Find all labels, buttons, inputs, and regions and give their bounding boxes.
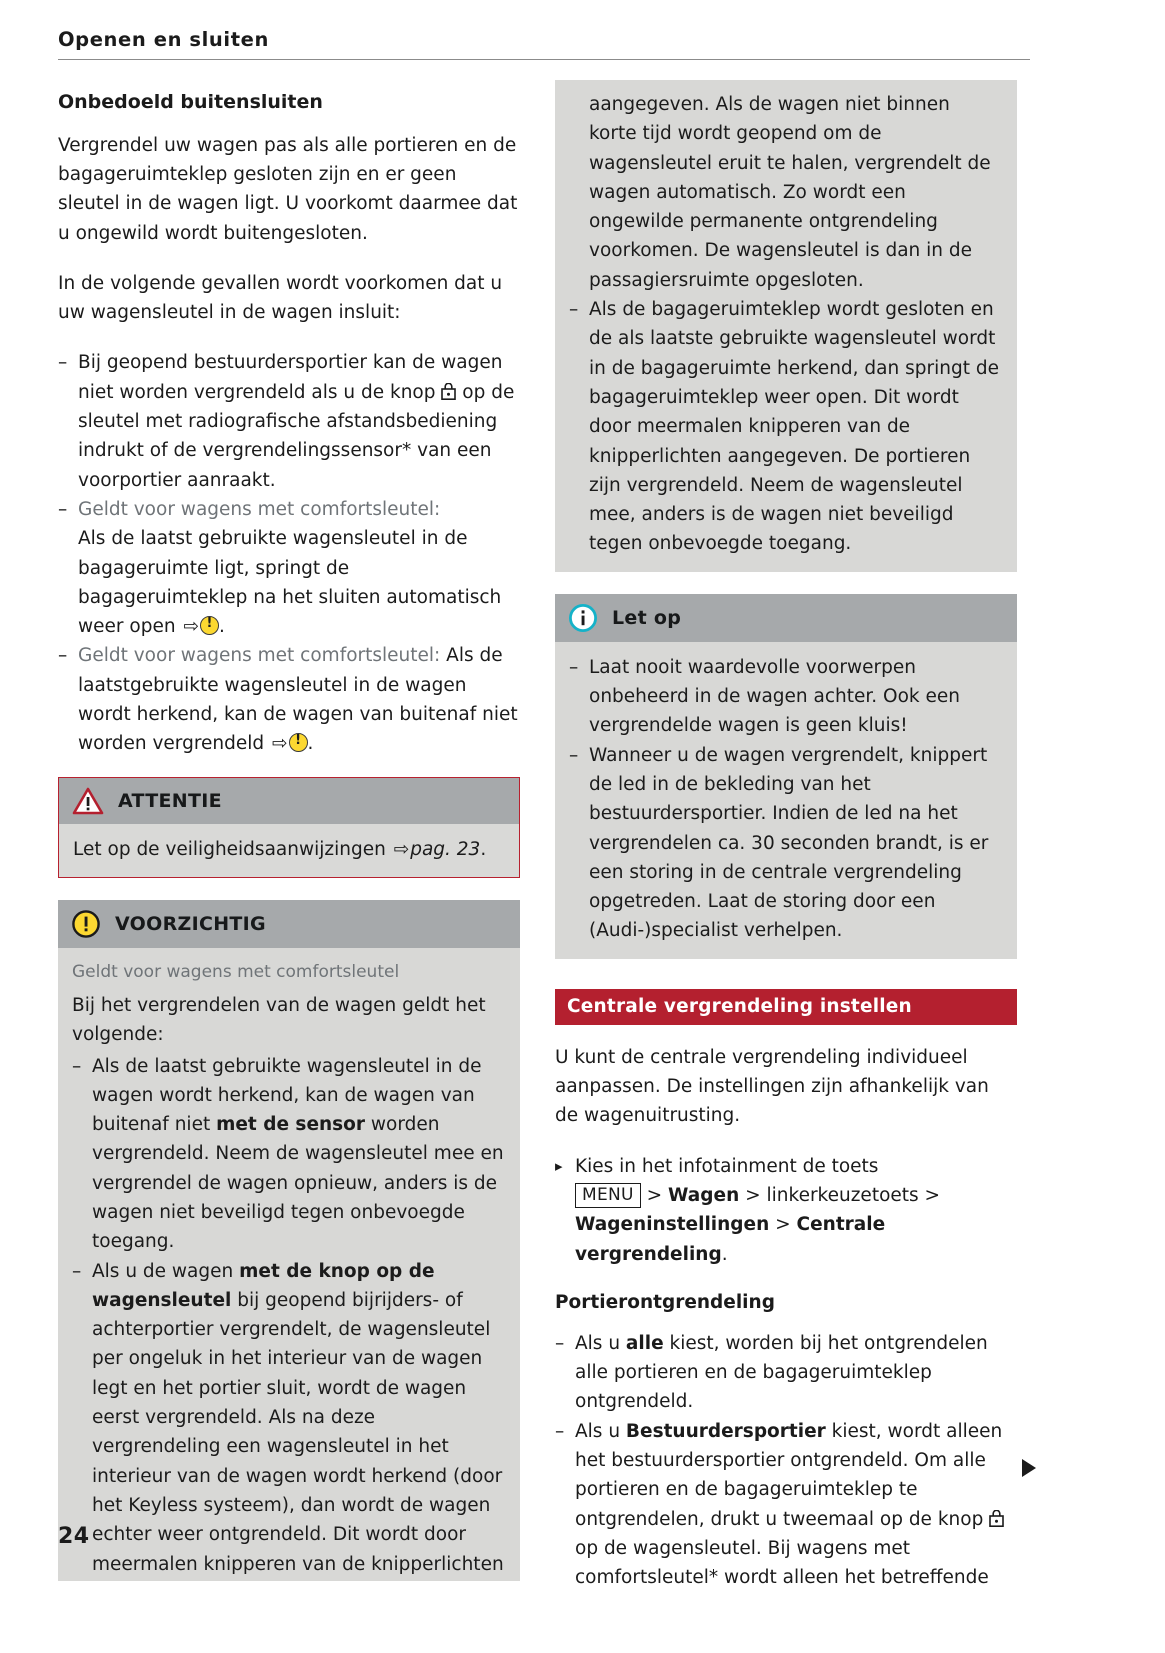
letop-callout-title: Let op bbox=[612, 606, 682, 629]
bullet-tail: . bbox=[218, 616, 225, 638]
voorzichtig-continued-list bbox=[569, 295, 1003, 559]
list-item: – Laat nooit waardevolle voorwerpen onbeheerd in de wagen achter. Ook een vergrendelde wagen is geen kluis! bbox=[569, 653, 1003, 741]
menu-sep: > bbox=[640, 1184, 669, 1206]
bullet-bold-term: Bestuurdersportier bbox=[625, 1420, 826, 1442]
bullet-text-post: op de sleutel met radiografische afstandsbediening indrukt of de vergrendelingssensor* van een voorportier aanraakt. bbox=[78, 381, 515, 491]
voorzichtig-callout-header bbox=[58, 900, 520, 948]
voorzichtig-list bbox=[72, 1052, 506, 1579]
voorzichtig-callout-continued bbox=[555, 80, 1017, 572]
list-item: – Als de bagageruimteklep wordt gesloten en de als laatste gebruikte wagensleutel wordt in de bagageruimte herkend, dan springt de bagageruimteklep weer open. Dit wordt door meermalen knipperen van de knipperlichten aangegeven. De portieren zijn vergrendeld. Neem de wagensleutel mee, anders is de wagen niet beveiligd tegen onbevoegde toegang. bbox=[569, 295, 1003, 559]
attentie-text-tail: . bbox=[480, 838, 487, 860]
circle-exclamation-icon bbox=[71, 909, 101, 939]
running-header bbox=[58, 28, 1030, 60]
page-cross-reference: pag. 23 bbox=[410, 838, 481, 860]
bullet-seg-2: bij geopend bijrijders- of achterportier vergrendelt, de wagensleutel per ongeluk in het interieur van de wagen legt en het portier sluit, wordt de wagen eerst vergrendeld. Als na deze vergrendeling een wagensleutel in het interieur van de wagen wordt herkend (door het Keyless systeem), dan wordt de wagen echter weer ontgrendeld. Dit wordt door meermalen knipperen van de knipperlichten bbox=[92, 1289, 504, 1575]
voorzichtig-intro: Bij het vergrendelen van de wagen geldt het volgende: bbox=[72, 994, 486, 1046]
applicability-note: Geldt voor wagens met comfortsleutel: bbox=[78, 645, 441, 667]
menu-path-step-list bbox=[555, 1152, 1017, 1269]
list-item: – Wanneer u de wagen vergrendelt, knippert de led in de bekleding van het bestuurdersportier. Indien de led na het vergrendelen ca. 30 seconden brandt, is er een storing in de centrale vergrendeling opgetreden. Laat de storing door een (Audi-)specialist verhelpen. bbox=[569, 741, 1003, 946]
letop-callout-body bbox=[555, 642, 1017, 959]
menu-sep: > bbox=[739, 1184, 767, 1206]
bullet-text: Als de laatst gebruikte wagensleutel in de bagageruimte ligt, springt de bagageruimteklep na het sluiten automatisch weer open bbox=[78, 528, 502, 638]
bullet-text-pre: Bij geopend bestuurdersportier kan de wagen niet worden vergrendeld als u de knop bbox=[78, 352, 503, 403]
letop-callout-header bbox=[555, 594, 1017, 642]
cross-reference-arrow-icon: ⇨ bbox=[393, 838, 410, 860]
letop-list bbox=[569, 653, 1003, 946]
portierontgrendeling-list bbox=[555, 1329, 1017, 1593]
list-item bbox=[555, 1417, 1017, 1593]
bullet-seg-1: Als u bbox=[575, 1332, 626, 1354]
bullet-bold-term: met de sensor bbox=[216, 1114, 366, 1136]
list-item bbox=[555, 1152, 1017, 1269]
list-item bbox=[72, 1257, 506, 1579]
bullet-seg-2: worden vergrendeld. Neem de wagensleutel mee en vergrendel de wagen opnieuw, anders is de wagen niet beveiligd tegen onbevoegde toegang. bbox=[92, 1114, 504, 1253]
menu-key-button[interactable]: MENU bbox=[575, 1183, 641, 1208]
list-item bbox=[555, 1329, 1017, 1417]
running-header-title: Openen en sluiten bbox=[58, 28, 269, 51]
bullet-seg-1: Als de laatst gebruikte wagensleutel in de wagen wordt herkend, kan de wagen van buitenaf niet bbox=[92, 1055, 482, 1136]
info-icon bbox=[568, 603, 598, 633]
applicability-note: Geldt voor wagens met comfortsleutel bbox=[72, 961, 400, 982]
section-intro-paragraph: U kunt de centrale vergrendeling individueel aanpassen. De instellingen zijn afhankelijk van de wagenuitrusting. bbox=[555, 1046, 989, 1127]
lock-icon bbox=[989, 1507, 1004, 1524]
subsection-heading: Portierontgrendeling bbox=[555, 1291, 775, 1313]
conditions-list bbox=[58, 348, 520, 758]
left-column bbox=[58, 80, 520, 1603]
menu-crumb-wageninstellingen: Wageninstellingen bbox=[575, 1214, 770, 1236]
section-heading: Onbedoeld buitensluiten bbox=[58, 91, 323, 113]
bullet-text: Als de laatstgebruikte wagensleutel in de wagen wordt herkend, kan de wagen van buitenaf niet worden vergrendeld bbox=[78, 645, 518, 755]
page-number: 24 bbox=[58, 1524, 90, 1549]
voorzichtig-callout bbox=[58, 900, 520, 1581]
menu-sep: > bbox=[918, 1184, 941, 1206]
bullet-seg-2: kiest, worden bij het ontgrendelen alle portieren en de bagageruimteklep ontgrendeld. bbox=[575, 1332, 988, 1413]
list-item bbox=[72, 1052, 506, 1257]
menu-plain-linkerkeuzetoets: linkerkeuzetoets bbox=[766, 1184, 919, 1206]
bullet-seg-2: kiest, wordt alleen het bestuurdersportier ontgrendeld. Om alle portieren en de bagageruimteklep te ontgrendelen, drukt u tweemaal op de knop bbox=[575, 1420, 1003, 1530]
cross-reference-arrow-icon: ⇨ bbox=[272, 733, 288, 755]
bullet-seg-3: op de wagensleutel. Bij wagens met comfortsleutel* wordt alleen het betreffende bbox=[575, 1537, 989, 1589]
letop-callout bbox=[555, 594, 1017, 959]
attentie-callout bbox=[58, 777, 520, 878]
intro-paragraph-2: In de volgende gevallen wordt voorkomen dat u uw wagensleutel in de wagen insluit: bbox=[58, 272, 503, 324]
menu-tail: . bbox=[721, 1243, 728, 1265]
attentie-callout-body bbox=[59, 824, 519, 877]
voorzichtig-callout-body bbox=[58, 948, 520, 1581]
continued-paragraph: aangegeven. Als de wagen niet binnen korte tijd wordt geopend om de wagensleutel eruit te halen, vergrendelt de wagen automatisch. Zo wordt een ongewilde permanente ontgrendeling voorkomen. De wagensleutel is dan in de passagiersruimte opgesloten. bbox=[589, 94, 991, 291]
menu-step-lead: Kies in het infotainment de toets bbox=[575, 1155, 879, 1177]
continuation-triangle-icon bbox=[1022, 1459, 1036, 1477]
voorzichtig-callout-continued-body bbox=[555, 80, 1017, 572]
red-section-header: Centrale vergrendeling instellen bbox=[555, 989, 1017, 1025]
attentie-callout-title: ATTENTIE bbox=[118, 789, 222, 812]
bullet-bold-term: alle bbox=[625, 1332, 664, 1354]
intro-paragraph-1: Vergrendel uw wagen pas als alle portieren en de bagageruimteklep gesloten zijn en er geen sleutel in de wagen ligt. U voorkomt daarmee dat u ongewild wordt buitengesloten. bbox=[58, 134, 518, 244]
voorzichtig-callout-title: VOORZICHTIG bbox=[115, 912, 266, 935]
triangle-warning-icon bbox=[72, 787, 104, 815]
attentie-callout-header bbox=[59, 778, 519, 824]
menu-sep: > bbox=[769, 1214, 797, 1236]
list-item bbox=[58, 348, 520, 494]
bullet-tail: . bbox=[307, 733, 314, 755]
yellow-warning-icon bbox=[200, 616, 219, 635]
right-column bbox=[555, 80, 1017, 1593]
lock-icon bbox=[441, 380, 456, 397]
running-header-rule bbox=[58, 59, 1030, 60]
attentie-text: Let op de veiligheidsaanwijzingen bbox=[73, 838, 392, 860]
menu-crumb-wagen: Wagen bbox=[668, 1184, 740, 1206]
cross-reference-arrow-icon: ⇨ bbox=[183, 616, 199, 638]
list-item bbox=[58, 495, 520, 641]
yellow-warning-icon bbox=[289, 733, 308, 752]
bullet-bold-term: met de knop op de wagensleutel bbox=[92, 1260, 435, 1311]
list-item bbox=[58, 641, 520, 758]
menu-crumb-centrale-vergrendeling: Centrale vergrendeling bbox=[575, 1214, 886, 1265]
bullet-seg-1: Als u de wagen bbox=[92, 1260, 240, 1282]
bullet-seg-1: Als u bbox=[575, 1420, 626, 1442]
applicability-note: Geldt voor wagens met comfortsleutel: bbox=[78, 498, 441, 520]
